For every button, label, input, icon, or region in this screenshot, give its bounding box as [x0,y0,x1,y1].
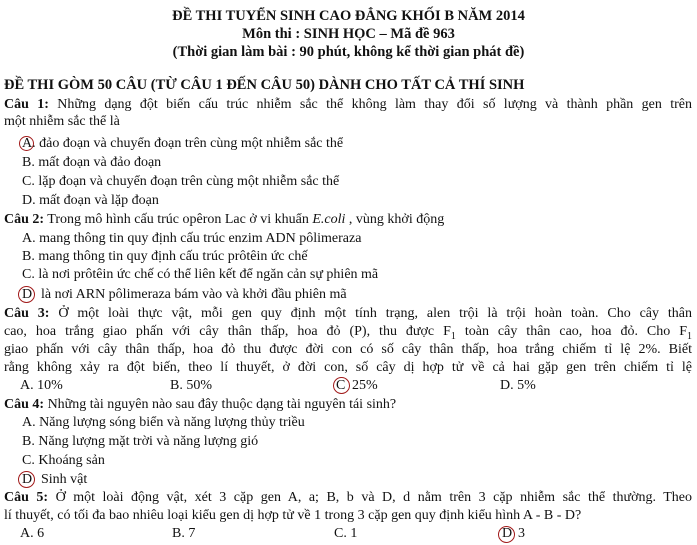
q1-option-d: D. mất đoạn và lặp đoạn [22,193,159,208]
q2-option-a: A. mang thông tin quy định cấu trúc enzim ADN pôlimeraza [22,231,362,246]
q4-option-c: C. Khoáng sản [22,453,105,468]
q5-stem-1: Ở một loài động vật, xét 3 cặp gen A, a; B, b và D, d nằm trên 3 cặp nhiễm sắc thể thường. Theo [48,490,692,505]
q3-sub-1: 1 [450,330,456,342]
q1-option-b: B. mất đoạn và đảo đoạn [22,155,162,170]
q5-option-d: 3 [518,526,525,541]
q2-option-d: là nơi ARN pôlimeraza bám vào và khởi đầu phiên mã [41,287,347,302]
q5-text-line2: lí thuyết, có tối đa bao nhiêu loại kiểu gen dị hợp tử về 1 trong 3 cặp gen quy định kiểu hình A - B - D? [4,508,582,523]
exam-time: (Thời gian làm bài : 90 phút, không kể thời gian phát đề) [172,44,525,60]
q1-text-line1 [4,96,692,113]
q5-label: Câu 5: [4,490,49,505]
q5-option-b: B. 7 [172,526,196,541]
exam-subject: Môn thi : SINH HỌC – Mã đề 963 [242,26,455,42]
q2-stem-pre: Trong mô hình cấu trúc opêron Lac ở vi khuẩn [44,212,313,227]
section-title: ĐỀ THI GÒM 50 CÂU (TỪ CÂU 1 ĐẾN CÂU 50) DÀNH CHO TẤT CẢ THÍ SINH [4,77,525,93]
q3-text-line3: giao phấn với cây thân thấp, hoa đỏ thu được đời con có số cây thân thấp, hoa trắng chiếm tỉ lệ 2%. Biết [4,342,692,357]
q3-stem-2a: cao, hoa trắng giao phấn với cây thân thấp, hoa đỏ (P), thu được F [4,324,451,339]
q2-text [4,211,444,228]
q5-option-d-letter: D [502,526,513,541]
q2-label: Câu 2: [4,212,45,227]
q3-text-line4: rằng không xảy ra đột biến, theo lí thuyết, ở đời con, số cây dị hợp tử về cả hai gặp gen trên chiếm tỉ lệ [4,360,692,375]
q2-option-d-letter: D [22,287,33,302]
q5-option-a: A. 6 [20,526,45,541]
q4-label: Câu 4: [4,397,45,412]
q1-option-c: C. lặp đoạn và chuyển đoạn trên cùng một nhiễm sắc thể [22,174,340,189]
q3-option-c-letter: C [336,378,346,393]
q4-option-d-letter: D [22,472,33,487]
q2-option-b: B. mang thông tin quy định cấu trúc prôtêin ức chế [22,249,308,264]
q1-text-line2: một nhiễm sắc thể là [4,114,120,129]
q1-label: Câu 1: [4,97,49,112]
q4-stem: Những tài nguyên nào sau đây thuộc dạng tài nguyên tái sinh? [44,397,397,412]
q4-option-a: A. Năng lượng sóng biển và năng lượng thủy triều [22,415,305,430]
q3-text-line1 [4,305,692,322]
q1-stem: Những dạng đột biến cấu trúc nhiễm sắc thể không làm thay đổi số lượng và thành phần gen trên [48,97,692,112]
q3-option-b: B. 50% [170,378,212,393]
q3-option-a: A. 10% [20,378,63,393]
q4-option-d: Sinh vật [41,472,88,487]
q5-option-c: C. 1 [334,526,358,541]
q3-stem-1: Ở một loài thực vật, mỗi gen quy định một tính trạng, alen trội là trội hoàn toàn. Cho cây thân [49,306,693,321]
exam-title: ĐỀ THI TUYỂN SINH CAO ĐẲNG KHỐI B NĂM 2014 [172,8,525,24]
q5-text-line1 [4,489,692,506]
q3-option-d: D. 5% [500,378,536,393]
q4-text [4,396,396,413]
q2-stem-italic: E.coli [312,212,346,227]
q1-option-a: A. đảo đoạn và chuyển đoạn trên cùng một nhiễm sắc thể [22,136,344,151]
q3-stem-2b: toàn cây thân cao, hoa đỏ. Cho F [455,324,687,339]
q4-option-b: B. Năng lượng mặt trời và năng lượng gió [22,434,259,449]
q2-stem-post: , vùng khởi động [345,212,445,227]
q2-option-c: C. là nơi prôtêin ức chế có thể liên kết để ngăn cản sự phiên mã [22,267,379,282]
q3-option-c: 25% [352,378,378,393]
q3-label: Câu 3: [4,306,50,321]
q3-sub-2: 1 [687,330,692,342]
